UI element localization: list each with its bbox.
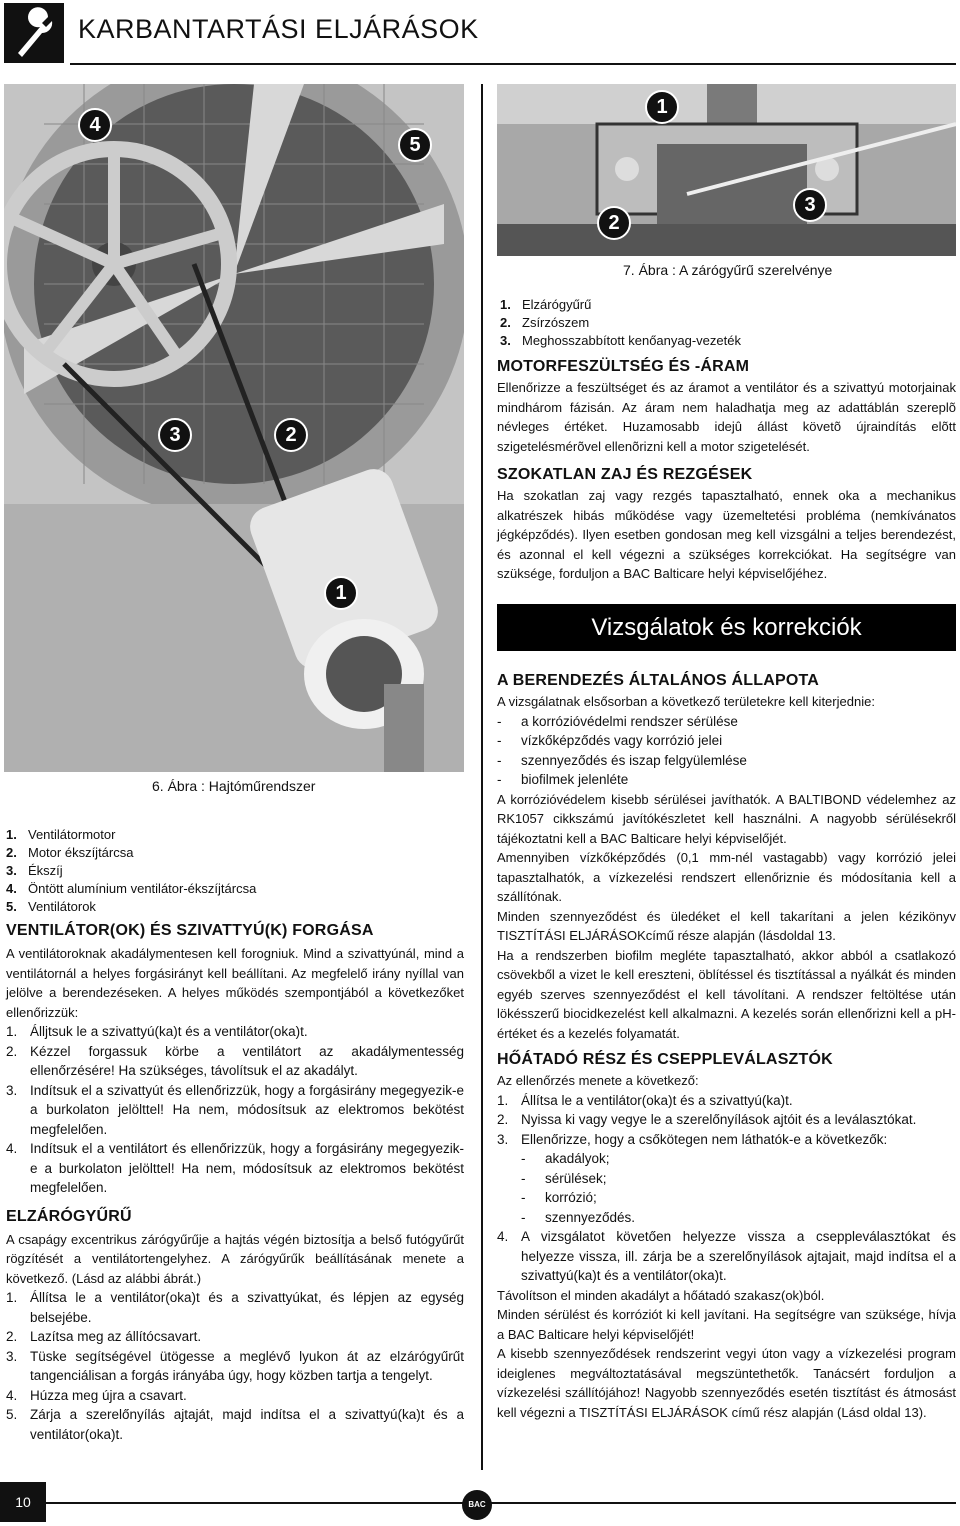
section-heading: A BERENDEZÉS ÁLTALÁNOS ÁLLAPOTA bbox=[497, 672, 820, 689]
section-heading: HŐÁTADÓ RÉSZ ÉS CSEPPLEVÁLASZTÓK bbox=[497, 1051, 833, 1068]
list-item: 4. Öntött alumínium ventilátor-ékszíjtárcsa bbox=[6, 881, 257, 896]
paragraph: A korrózióvédelem kisebb sérülései javíthatók. A BALTIBOND védelemhez az RK1057 cikkszámú javítókészletet kell használni. A nagyobb sérülésekről tájékoztatni kell a BAC Balticare helyi képviselőjét. bbox=[497, 791, 956, 846]
bullet-list bbox=[497, 712, 956, 790]
list-item: 3. Tüske segítségével ütögesse a meglévő lyukon át az elzárógyűrűt tangenciálisan a forgás irányába úgy, hogy közben tartja a tengelyt. bbox=[6, 1348, 464, 1383]
section-banner: Vizsgálatok és korrekciók bbox=[497, 604, 956, 651]
paragraph: Minden szennyeződést és üledéket el kell takarítani a jelen kézikönyv TISZTÍTÁSI ELJÁRÁSOKcímű része alapján (lásdoldal 13. bbox=[497, 908, 956, 943]
figure-7-legend bbox=[500, 296, 940, 350]
figure-marker: 1 bbox=[645, 90, 679, 124]
list-item: 2. Motor ékszíjtárcsa bbox=[6, 845, 134, 860]
bac-logo: BAC bbox=[462, 1490, 492, 1520]
list-item: 1. Ventilátormotor bbox=[6, 827, 116, 842]
step-list bbox=[497, 1227, 956, 1286]
list-item: - sérülések; bbox=[521, 1170, 607, 1186]
list-item: 2. Kézzel forgassuk körbe a ventilátort az akadálymentesség ellenőrzésére! Ha szükséges, távolítsuk el az akadályt. bbox=[6, 1043, 464, 1078]
list-item: - a korrózióvédelmi rendszer sérülése bbox=[497, 713, 738, 729]
figure-6-legend bbox=[6, 826, 446, 916]
page-title: KARBANTARTÁSI ELJÁRÁSOK bbox=[78, 14, 479, 44]
list-item: 3. Meghosszabbított kenőanyag-vezeték bbox=[500, 333, 741, 348]
list-item: - szennyeződés. bbox=[521, 1209, 636, 1225]
list-item: - szennyeződés és iszap felgyülemlése bbox=[497, 752, 747, 768]
locking-collar-photo bbox=[497, 84, 956, 256]
list-item: 5. Zárja a szerelőnyílás ajtaját, majd indítsa el a szivattyú(ka)t és a ventilátor(oka)t. bbox=[6, 1407, 464, 1442]
list-item: 1. Elzárógyűrű bbox=[500, 297, 592, 312]
footer-rule bbox=[46, 1502, 956, 1504]
paragraph: Távolítson el minden akadályt a hőátadó szakasz(ok)ból. bbox=[497, 1287, 825, 1303]
step-list bbox=[6, 1022, 464, 1198]
paragraph: Az ellenőrzés menete a következő: bbox=[497, 1073, 699, 1088]
wrench-icon bbox=[4, 3, 64, 63]
list-item: - vízkőképződés vagy korrózió jelei bbox=[497, 733, 723, 748]
list-item: 4. Indítsuk el a ventilátort és ellenőrizzük, hogy a forgásirány megegyezik-e a burkolaton jelölttel! Ha nem, módosítsuk az elektromos bekötést megfelelően. bbox=[6, 1141, 464, 1195]
column-divider bbox=[481, 84, 483, 1470]
general-section bbox=[497, 672, 956, 1422]
list-item: 3. Ékszíj bbox=[6, 863, 63, 878]
list-item: 5. Ventilátorok bbox=[6, 899, 96, 914]
rotation-section bbox=[6, 922, 464, 1444]
section-heading: MOTORFESZÜLTSÉG ÉS -ÁRAM bbox=[497, 358, 750, 375]
paragraph: Ellenőrizze a feszültséget és az áramot a ventilátor és a szivattyú motorjainak mindhárom fázisán. Az áram nem haladhatja meg az adattáblán szereplõ névleges értéket. Huzamosabb idejû állást követõ újraindítás elõtt szigetelésmérõvel ellenõrizni kell a motor szigetelését. bbox=[497, 380, 956, 454]
list-item: 2. Nyissa ki vagy vegye le a szerelőnyílások ajtóit és a leválasztókat. bbox=[497, 1112, 917, 1127]
figure-7-caption: 7. Ábra : A zárógyűrű szerelvénye bbox=[623, 262, 833, 278]
figure-marker: 3 bbox=[158, 418, 192, 452]
motor-section bbox=[497, 358, 956, 584]
figure-marker: 4 bbox=[78, 108, 112, 142]
drive-system-photo bbox=[4, 84, 464, 772]
paragraph: Minden sérülést és korróziót ki kell javítani. Ha segítségre van szüksége, hívja a BAC Balticare helyi képviselőjét! bbox=[497, 1307, 956, 1342]
list-item: 2. Zsírzószem bbox=[500, 315, 590, 330]
paragraph: Ha a rendszerben biofilm megléte tapasztalható, akkor abból a csatlakozó csövekből a vizet le kell ereszteni, öblítéssel és tisztítással a nyálkát és minden egyéb szerves szennyeződést el kell távolítani. A rendszer feltöltése után lökésszerű biocidkezelést kell alkalmazni. A kezelés során ellenőrizni kell a pH-értéket és a kezelés folyamatát. bbox=[497, 947, 956, 1041]
header-rule bbox=[70, 63, 956, 65]
list-item: 3. Ellenőrizze, hogy a csőkötegen nem láthatók-e a következők: bbox=[497, 1131, 888, 1147]
figure-marker: 2 bbox=[597, 206, 631, 240]
section-heading: VENTILÁTOR(OK) ÉS SZIVATTYÚ(K) FORGÁSA bbox=[6, 922, 374, 939]
list-item: 2. Lazítsa meg az állítócsavart. bbox=[6, 1329, 202, 1344]
page-number: 10 bbox=[0, 1482, 46, 1522]
list-item: - biofilmek jelenléte bbox=[497, 772, 629, 787]
list-item: 4. A vizsgálatot követően helyezze vissza a cseppleválasztókat és helyezze vissza, ill. zárja be a szerelőnyílások ajtajait, majd indítsa el a szivattyú(ka)t és a ventilátor(oka)t. bbox=[497, 1229, 956, 1283]
paragraph: A kisebb szennyeződések rendszerint vegyi úton vagy a vízkezelési program ideiglenes megváltoztatásával megszüntethetők. Tanácsért forduljon a vízkezelési szállítójához! Nagyobb szennyeződés esetén tisztítást és átmosást kell végezni a TISZTÍTÁSI ELJÁRÁSOK című rész alapján (Lásd oldal 13). bbox=[497, 1346, 956, 1420]
section-heading: SZOKATLAN ZAJ ÉS REZGÉSEK bbox=[497, 466, 753, 483]
list-item: 4. Húzza meg újra a csavart. bbox=[6, 1387, 187, 1403]
sub-bullet-list bbox=[497, 1149, 956, 1227]
list-item: 1. Állítsa le a ventilátor(oka)t és a szivattyúkat, és lépjen az egység belsejébe. bbox=[6, 1290, 464, 1325]
step-list bbox=[497, 1091, 956, 1150]
list-item: 1. Álljtsuk le a szivattyú(ka)t és a ventilátor(oka)t. bbox=[6, 1024, 308, 1039]
list-item: 1. Állítsa le a ventilátor(oka)t és a szivattyú(ka)t. bbox=[497, 1092, 793, 1108]
list-item: - akadályok; bbox=[521, 1151, 610, 1166]
figure-marker: 3 bbox=[793, 188, 827, 222]
paragraph: Amennyiben vízkőképződés (0,1 mm-nél vastagabb) vagy korrózió jelei tapasztalhatók, a vízkezelési rendszert ellenőriznie és módosítania kell a szállítónak. bbox=[497, 850, 956, 904]
paragraph: A csapágy excentrikus zárógyűrűje a hajtás végén biztosítja a belső futógyűrűt rögzítését a ventilátortengelyhez. A zárógyűrűk beállításának menete a következő. (Lásd az alábbi ábrát.) bbox=[6, 1231, 464, 1286]
list-item: - korrózió; bbox=[521, 1190, 597, 1205]
figure-marker: 5 bbox=[398, 128, 432, 162]
figure-6-caption: 6. Ábra : Hajtóműrendszer bbox=[152, 778, 316, 794]
paragraph: Ha szokatlan zaj vagy rezgés tapasztalható, ennek oka a mechanikus alkatrészek hibás működése vagy üzemeltetési probléma (nemkívánatos jégképződés). Ilyen esetben gondosan meg kell vizsgálni a teljes berendezést, és azonnal el kell végezni a szükséges korrekciókat. Ha segítségre van szüksége, forduljon a BAC Balticare helyi képviselőjéhez. bbox=[497, 488, 956, 581]
step-list bbox=[6, 1288, 464, 1444]
section-heading: ELZÁRÓGYŰRŰ bbox=[6, 1207, 132, 1225]
paragraph: A vizsgálatnak elsősorban a következő területekre kell kiterjednie: bbox=[497, 694, 875, 709]
figure-marker: 1 bbox=[324, 576, 358, 610]
figure-marker: 2 bbox=[274, 418, 308, 452]
list-item: 3. Indítsuk el a szivattyút és ellenőrizzük, hogy a forgásirány megegyezik-e a burkolaton jelölttel! Ha nem, módosítsuk az elektromos bekötést megfelelően. bbox=[6, 1082, 464, 1137]
paragraph: A ventilátoroknak akadálymentesen kell forogniuk. Mind a szivattyúnál, mind a ventilátornál a helyes forgásirányt kell beállítani. Az megfelelő irány nyíllal van jelölve a berendezéseken. A helyes működés szempontjából a következőket ellenőrizzük: bbox=[6, 946, 464, 1020]
